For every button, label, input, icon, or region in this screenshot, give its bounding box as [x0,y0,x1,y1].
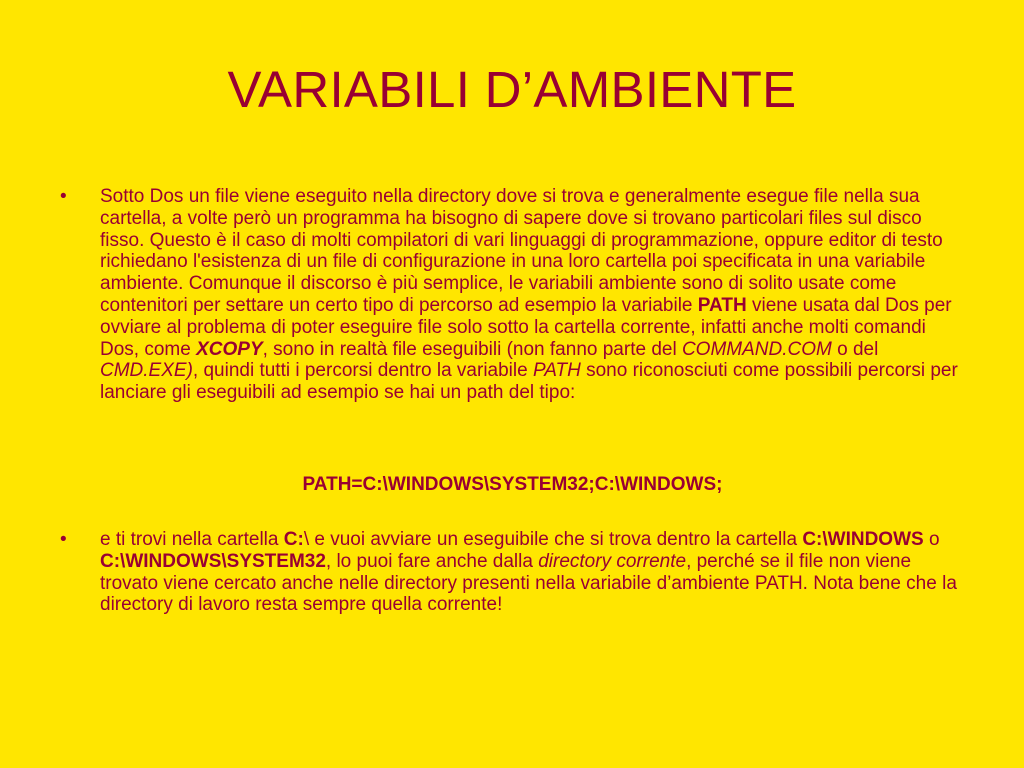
c-drive-keyword: C: [283,529,304,550]
windows-dir-keyword: C:\WINDOWS [802,529,924,550]
command-com-keyword: COMMAND.COM [681,338,832,360]
bullet-item-path-explanation [60,186,965,404]
text-run: Sotto Dos un file viene eseguito nella directory dove si trova e generalmente esegue file nella sua cartella, a volte però un programma ha bisogno di sapere dove si trovano particolari files sul disco fisso. Questo è il caso di molti compilatori di vari linguaggi di programmazione, oppure editor di testo richiedano l'esistenza di un file di configurazione in una loro cartella poi specificata in una variabile ambiente. Comunque il discorso è più semplice, le variabili ambiente sono di solito usate come contenitori per settare un certo tipo di percorso ad esempio la variabile [100,186,943,316]
text-run: o del [831,338,879,360]
text-run: , quindi tutti i percorsi dentro la variabile [192,360,533,382]
text-run: \ e vuoi avviare un eseguibile che si trova dentro la cartella [303,529,803,550]
path-keyword-italic: PATH [532,360,581,382]
text-run: viene usata dal Dos per ovviare al problema di poter eseguire file solo sotto la cartella corrente, infatti anche molti comandi Dos, come [100,294,952,360]
cmd-exe-keyword: CMD.EXE) [100,360,193,382]
bullet-item-current-directory [60,529,965,616]
bullet-marker: • [60,186,67,207]
directory-corrente-keyword: directory corrente [538,550,687,572]
text-run: e ti trovi nella cartella [100,529,284,550]
bullet-text [100,529,965,616]
path-example: PATH=C:\WINDOWS\SYSTEM32;C:\WINDOWS; [302,474,723,495]
text-run: o [923,529,940,550]
text-run: sono riconosciuti come possibili percorsi per lanciare gli eseguibili ad esempio se hai un path del tipo: [100,360,958,404]
slide-title: VARIABILI D’AMBIENTE [227,61,797,118]
text-run: , perché se il file non viene trovato viene cercato anche nelle directory presenti nella variabile d’ambiente PATH. Nota bene che la directory di lavoro resta sempre quella corrente! [100,550,957,616]
system32-dir-keyword: C:\WINDOWS\SYSTEM32 [100,550,326,572]
text-run: , sono in realtà file eseguibili (non fanno parte del [262,338,682,360]
xcopy-keyword: XCOPY [196,338,263,360]
text-run: , lo puoi fare anche dalla [325,550,539,572]
bullet-marker: • [60,529,67,550]
path-keyword-bold: PATH [697,294,747,316]
bullet-text [100,186,965,404]
